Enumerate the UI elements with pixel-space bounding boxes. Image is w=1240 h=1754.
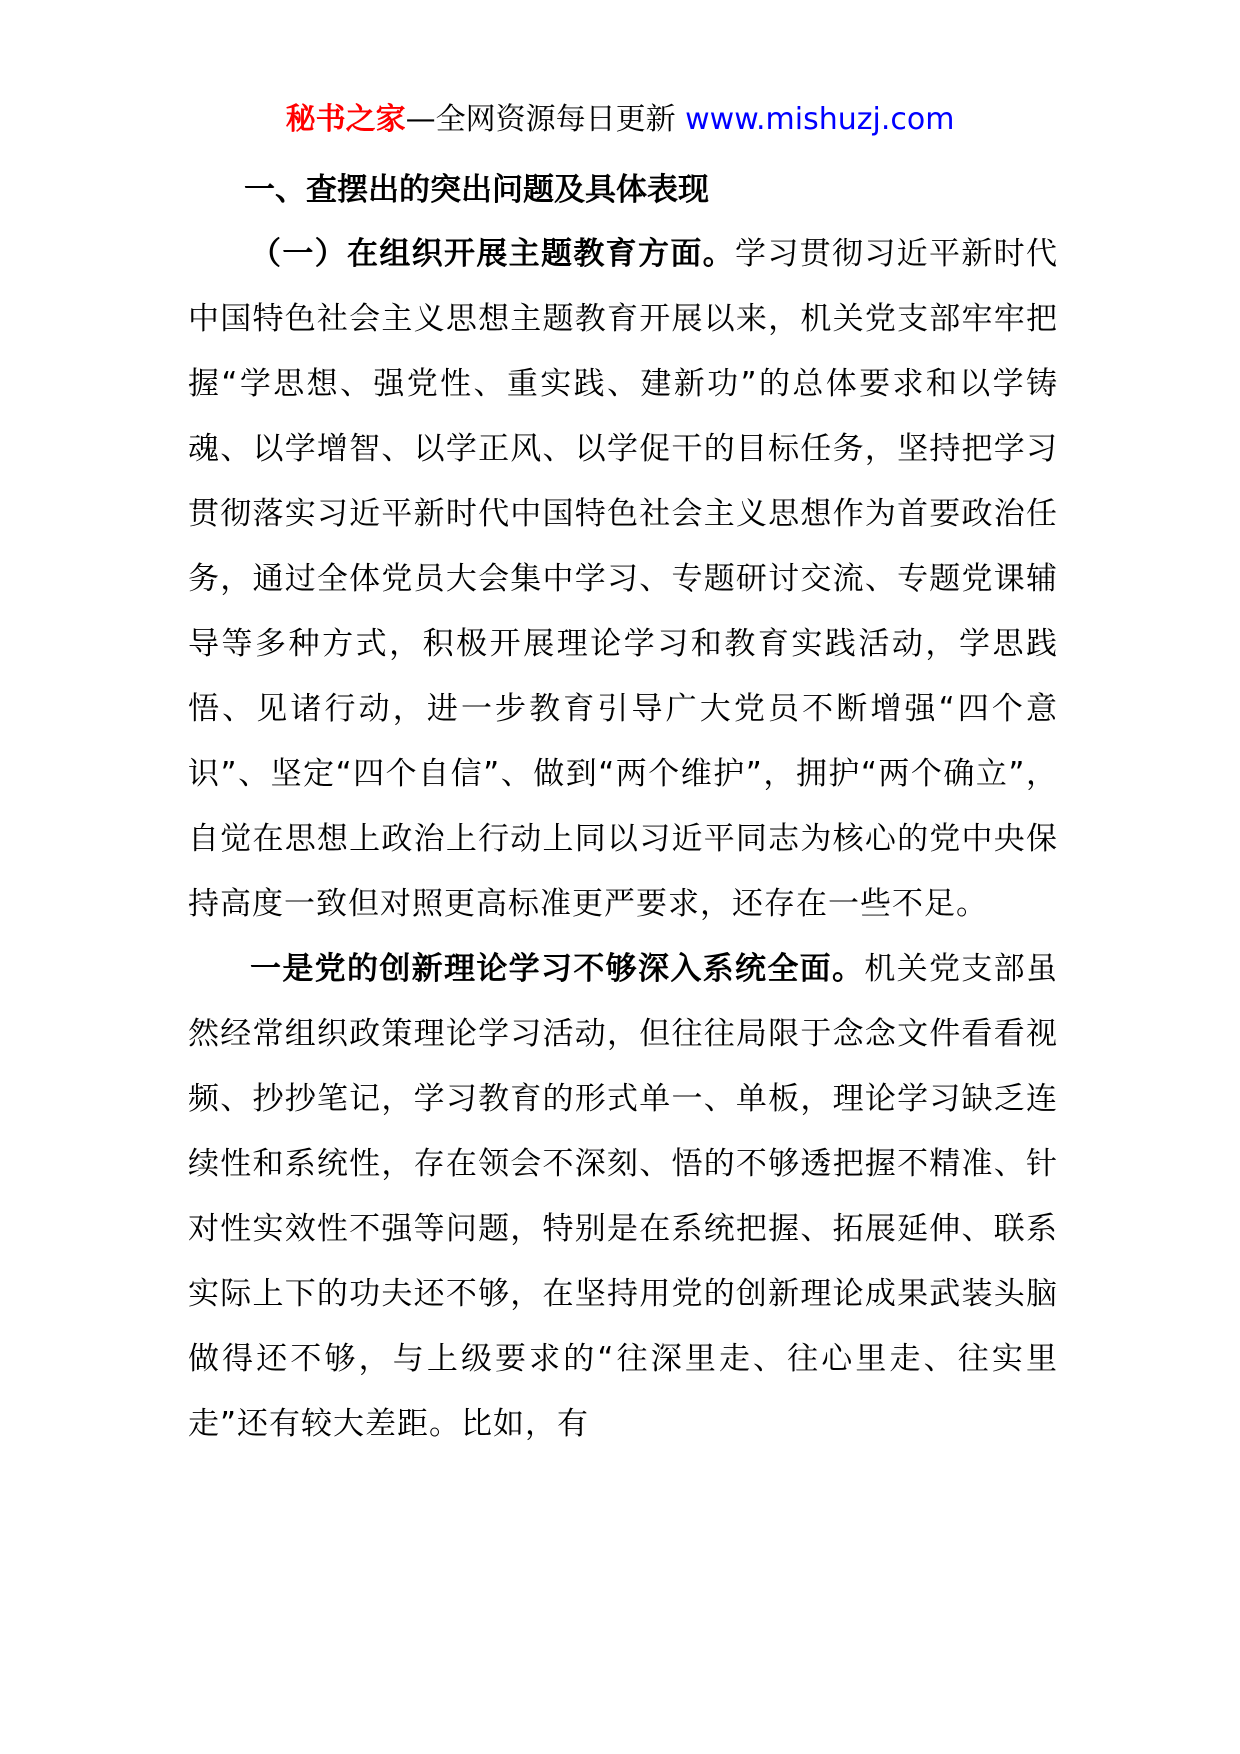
document-body: [188, 168, 1058, 1457]
header-tagline: —全网资源每日更新: [405, 102, 676, 137]
paragraph-lead: （一）在组织开展主题教育方面。: [250, 236, 735, 272]
website-link[interactable]: www.mishuzj.com: [685, 102, 955, 137]
paragraph-lead: 一是党的创新理论学习不够深入系统全面。: [250, 951, 865, 987]
paragraph-theory-study: [188, 937, 1058, 1457]
section-heading: 一、查摆出的突出问题及具体表现: [244, 172, 709, 208]
page-header: [0, 100, 1240, 140]
paragraph-topic-education: [188, 222, 1058, 937]
paragraph-body: 机关党支部虽然经常组织政策理论学习活动，但往往局限于念念文件看看视频、抄抄笔记，学习教育的形式单一、单板，理论学习缺乏连续性和系统性，存在领会不深刻、悟的不够透把握不精准、针对性实效性不强等问题，特别是在系统把握、拓展延伸、联系实际上下的功夫还不够，在坚持用党的创新理论成果武装头脑做得还不够，与上级要求的“往深里走、往心里走、往实里走”还有较大差距。比如，有: [188, 951, 1059, 1442]
paragraph-body: 学习贯彻习近平新时代中国特色社会主义思想主题教育开展以来，机关党支部牢牢把握“学思想、强党性、重实践、建新功”的总体要求和以学铸魂、以学增智、以学正风、以学促干的目标任务，坚持把学习贯彻落实习近平新时代中国特色社会主义思想作为首要政治任务，通过全体党员大会集中学习、专题研讨交流、专题党课辅导等多种方式，积极开展理论学习和教育实践活动，学思践悟、见诸行动，进一步教育引导广大党员不断增强“四个意识”、坚定“四个自信”、做到“两个维护”，拥护“两个确立”，自觉在思想上政治上行动上同以习近平同志为核心的党中央保持高度一致但对照更高标准更严要求，还存在一些不足。: [188, 236, 1058, 922]
brand-name: 秘书之家: [285, 102, 406, 137]
